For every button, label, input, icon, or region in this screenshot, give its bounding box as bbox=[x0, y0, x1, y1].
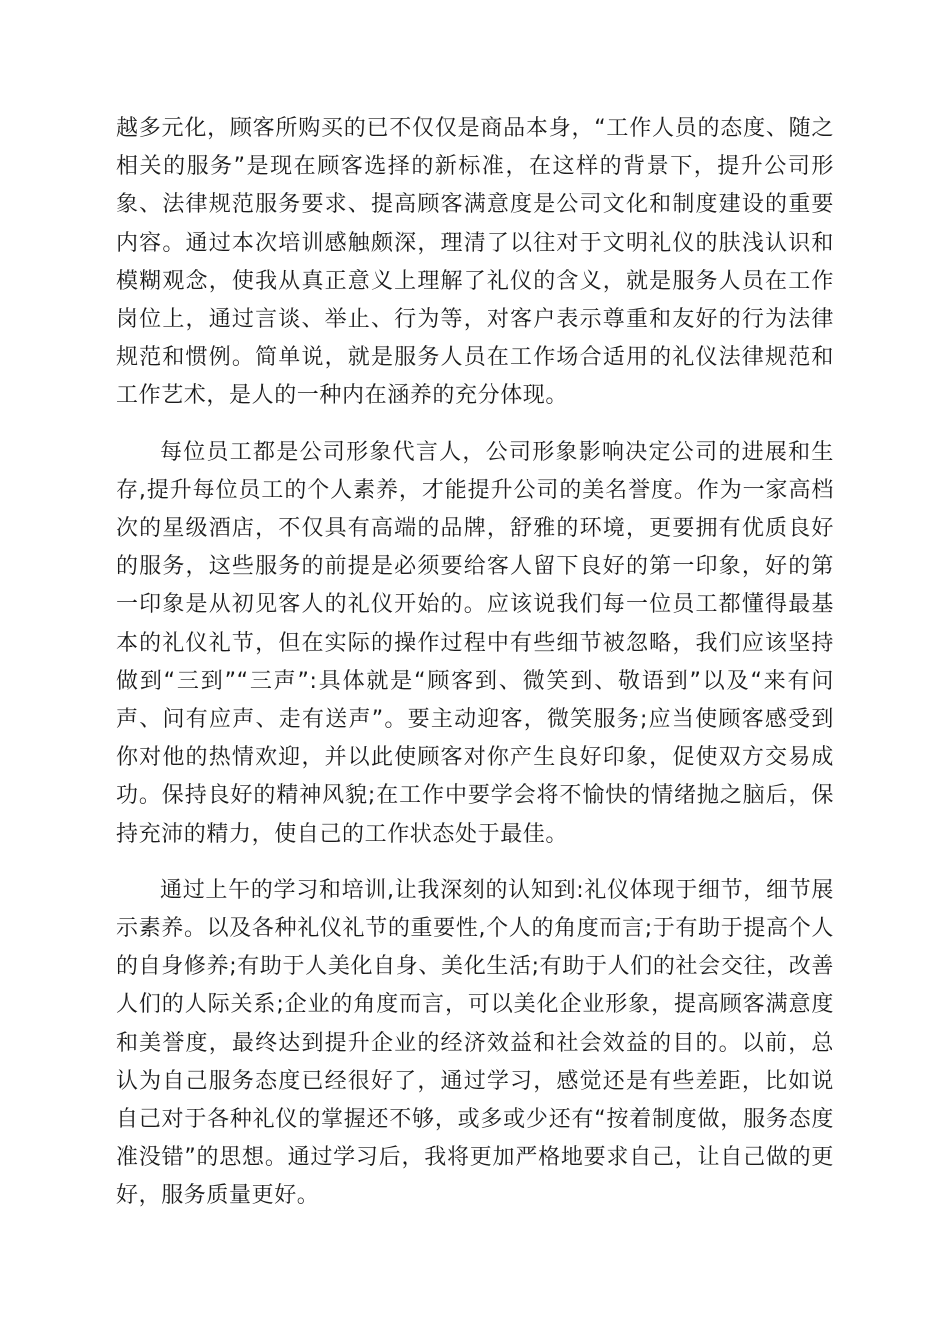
paragraph-1: 越多元化，顾客所购买的已不仅仅是商品本身，“工作人员的态度、随之相关的服务”是现在顾客选择的新标准，在这样的背景下，提升公司形象、法律规范服务要求、提高顾客满意度是公司文化和制度建设的重要内容。通过本次培训感触颇深，理清了以往对于文明礼仪的肤浅认识和模糊观念，使我从真正意义上理解了礼仪的含义，就是服务人员在工作岗位上，通过言谈、举止、行为等，对客户表示尊重和友好的行为法律规范和惯例。简单说，就是服务人员在工作场合适用的礼仪法律规范和工作艺术，是人的一种内在涵养的充分体现。 bbox=[116, 116, 834, 409]
paragraph-3: 通过上午的学习和培训,让我深刻的认知到:礼仪体现于细节，细节展示素养。以及各种礼仪礼节的重要性,个人的角度而言;于有助于提高个人的自身修养;有助于人美化自身、美化生活;有助于人们的社会交往，改善人们的人际关系;企业的角度而言，可以美化企业形象，提高顾客满意度和美誉度，最终达到提升企业的经济效益和社会效益的目的。以前，总认为自己服务态度已经很好了，通过学习，感觉还是有些差距，比如说自己对于各种礼仪的掌握还不够，或多或少还有“按着制度做，服务态度准没错”的思想。通过学习后，我将更加严格地要求自己，让自己做的更好，服务质量更好。 bbox=[116, 877, 834, 1209]
document-body bbox=[116, 110, 834, 1216]
paragraph-2: 每位员工都是公司形象代言人，公司形象影响决定公司的进展和生存,提升每位员工的个人素养，才能提升公司的美名誉度。作为一家高档次的星级酒店，不仅具有高端的品牌，舒雅的环境，更要拥有优质良好的服务，这些服务的前提是必须要给客人留下良好的第一印象，好的第一印象是从初见客人的礼仪开始的。应该说我们每一位员工都懂得最基本的礼仪礼节，但在实际的操作过程中有些细节被忽略，我们应该坚持做到“三到”“三声”:具体就是“顾客到、微笑到、敬语到”以及“来有问声、问有应声、走有送声”。要主动迎客，微笑服务;应当使顾客感受到你对他的热情欢迎，并以此使顾客对你产生良好印象，促使双方交易成功。保持良好的精神风貌;在工作中要学会将不愉快的情绪抛之脑后，保持充沛的精力，使自己的工作状态处于最佳。 bbox=[116, 439, 834, 847]
